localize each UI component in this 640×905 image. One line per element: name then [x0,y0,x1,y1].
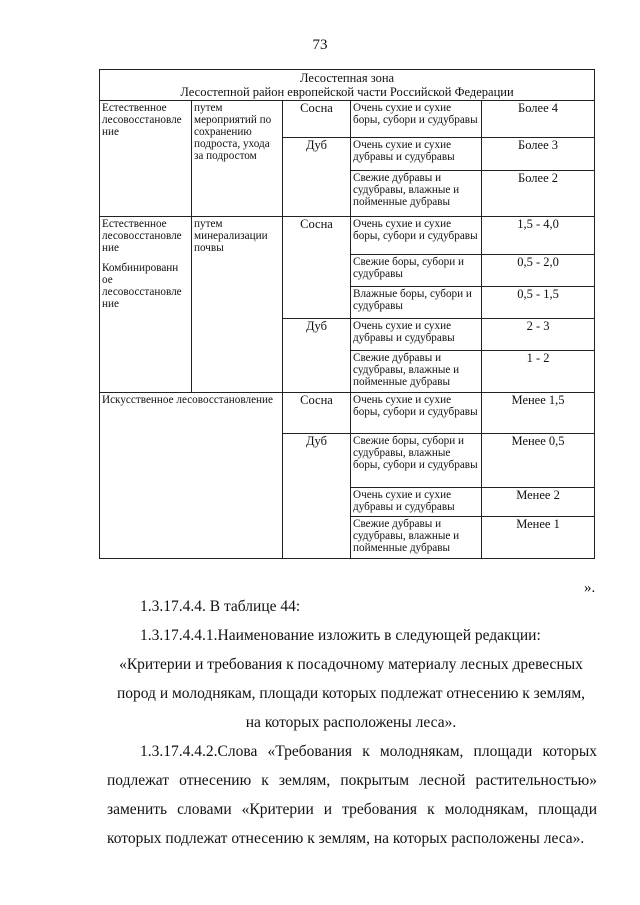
restoration-type-text: Естественное лесовосстановле ние [102,218,182,254]
restoration-method-cell: путем минерализации почвы [192,217,283,393]
value-cell: Менее 1 [482,517,595,559]
restoration-type-cell [100,217,192,393]
table-row [100,393,595,434]
value-cell: 0,5 - 2,0 [482,255,595,287]
species-cell: Сосна [283,393,351,434]
paragraph-word-replacement: 1.3.17.4.4.2.Слова «Требования к молоднякам, площади которых подлежат отнесению к землям, покрытым лесной растительностью» заменить словами «Критерии и требования к молоднякам, площади которых подлежат отнесению к землям, на которых расположены леса». [107,743,597,847]
restoration-type-cell: Искусственное лесовосстановление [100,393,283,559]
paragraph-rename-instruction: 1.3.17.4.4.1.Наименование изложить в следующей редакции: [140,627,541,644]
zone-title: Лесостепная зона [299,71,395,85]
value-cell: Менее 0,5 [482,434,595,488]
restoration-type-extra-text: Комбинированн ое лесовосстановле ние [102,262,182,310]
condition-cell: Свежие дубравы и судубравы, влажные и пойменные дубравы [351,351,482,393]
table-header-row [100,70,595,101]
table-row [100,217,595,255]
seedling-criteria-table [99,69,595,559]
condition-cell: Свежие дубравы и судубравы, влажные и пойменные дубравы [351,517,482,559]
value-cell: 1,5 - 4,0 [482,217,595,255]
condition-cell: Очень сухие и сухие боры, субори и судубравы [351,393,482,434]
species-cell: Дуб [283,138,351,217]
condition-cell: Очень сухие и сухие дубравы и судубравы [351,138,482,171]
paragraph-new-title: «Критерии и требования к посадочному материалу лесных древесных пород и молоднякам, площади которых подлежат отнесению к землям, на которых расположены леса». [116,656,586,731]
closing-quote: ». [584,580,596,596]
species-cell: Дуб [283,434,351,559]
condition-cell: Очень сухие и сухие боры, субори и судубравы [351,101,482,138]
restoration-type-cell: Естественное лесовосстановле ние [100,101,192,217]
condition-cell: Очень сухие и сухие дубравы и судубравы [351,488,482,517]
value-cell: 1 - 2 [482,351,595,393]
condition-cell: Свежие боры, субори и судубравы, влажные боры, субори и судубравы [351,434,482,488]
value-cell: 2 - 3 [482,319,595,351]
species-cell: Сосна [283,101,351,138]
value-cell: Менее 2 [482,488,595,517]
table-row [100,101,595,138]
condition-cell: Свежие дубравы и судубравы, влажные и пойменные дубравы [351,171,482,217]
species-cell: Сосна [283,217,351,319]
value-cell: Более 3 [482,138,595,171]
value-cell: 0,5 - 1,5 [482,287,595,319]
value-cell: Более 4 [482,101,595,138]
value-cell: Более 2 [482,171,595,217]
page-number: 73 [312,37,328,53]
condition-cell: Влажные боры, субори и судубравы [351,287,482,319]
table-header-cell [100,70,595,101]
region-title: Лесостепной район европейской части Российской Федерации [180,85,514,99]
paragraph-amendment-heading: 1.3.17.4.4. В таблице 44: [140,598,301,615]
condition-cell: Очень сухие и сухие дубравы и судубравы [351,319,482,351]
value-cell: Менее 1,5 [482,393,595,434]
condition-cell: Свежие боры, субори и судубравы [351,255,482,287]
condition-cell: Очень сухие и сухие боры, субори и судубравы [351,217,482,255]
restoration-method-cell: путем мероприятий по сохранению подроста, ухода за подростом [192,101,283,217]
species-cell: Дуб [283,319,351,393]
